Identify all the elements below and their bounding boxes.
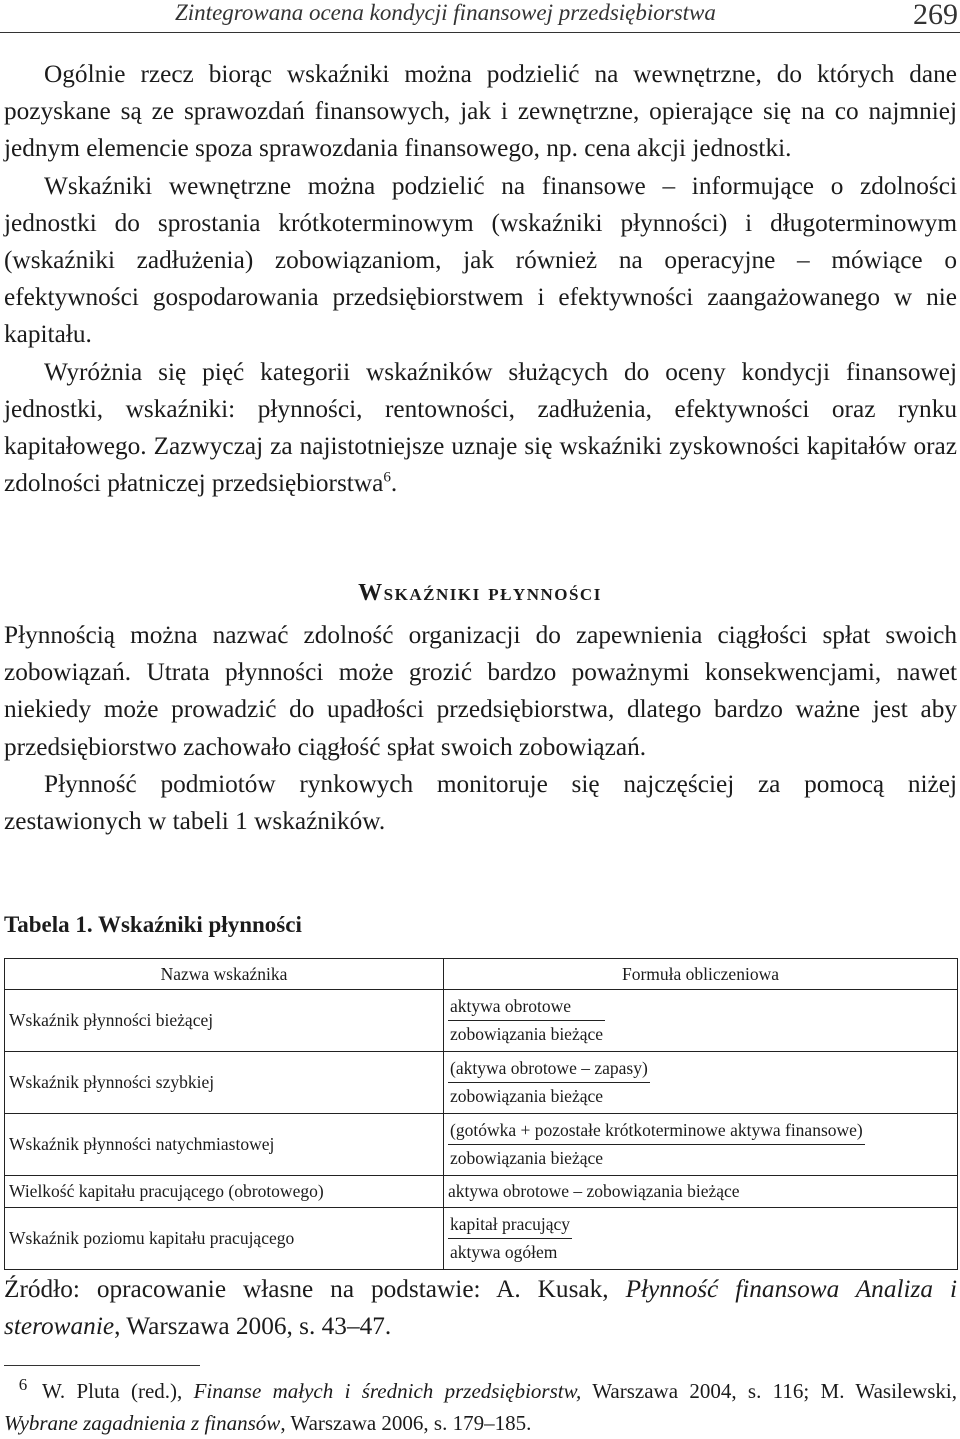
source-title: Płynność finansowa Analiza i sterowanie [4, 1275, 957, 1340]
indicator-formula [444, 1114, 958, 1176]
source-text: Źródło: opracowanie własne na podstawie: A. Kusak, [4, 1275, 626, 1303]
footnote-text: W. Pluta (red.), [42, 1379, 194, 1403]
indicator-formula [444, 1052, 958, 1114]
footnote-number: 6 [18, 1375, 28, 1394]
page-number: 269 [913, 0, 958, 31]
footnote-title: Wybrane zagadnienia z finansów [4, 1411, 281, 1435]
table-row [5, 990, 958, 1052]
formula-denominator: zobowiązania bieżące [450, 1086, 604, 1106]
running-title: Zintegrowana ocena kondycji finansowej przedsiębiorstwa [175, 0, 716, 25]
indicator-name: Wskaźnik poziomu kapitału pracującego [5, 1208, 444, 1270]
paragraph-text: Wyróżnia się pięć kategorii wskaźników służących do oceny kondycji finansowej jednostki, wskaźniki: płynności, rentowności, zadłużenia, efektywności oraz rynku kapitałowego. Zazwyczaj za najistotniejsze uznaje się wskaźniki zyskowności kapitałów oraz zdolności płatniczej przedsiębiorstwa [4, 357, 957, 498]
section-text [4, 617, 957, 840]
table-row [5, 1208, 958, 1270]
indicator-formula: aktywa obrotowe – zobowiązania bieżące [444, 1176, 958, 1208]
footnote-text: Warszawa 2004, s. 116; M. Wasilewski, [581, 1379, 957, 1403]
table-source [4, 1271, 957, 1345]
section-heading: Wskaźniki płynności [358, 580, 602, 606]
table-header-row [5, 959, 958, 990]
indicator-name: Wielkość kapitału pracującego (obrotowego) [5, 1176, 444, 1208]
table-caption: Tabela 1. Wskaźniki płynności [4, 912, 302, 937]
formula-denominator: zobowiązania bieżące [450, 1148, 604, 1168]
formula-fraction [448, 1214, 572, 1263]
paragraph: Wskaźniki wewnętrzne można podzielić na finansowe – informujące o zdolności jednostki do sprostania krótkoterminowym (wskaźniki płynności) i długoterminowym (wskaźniki zadłużenia) zobowiązaniom, jak również na operacyjne – mówiące o efektywności gospodarowania przedsiębiorstwem i efektywności zaangażowanego w nie kapitału. [4, 171, 957, 349]
indicator-name: Wskaźnik płynności szybkiej [5, 1052, 444, 1114]
indicator-formula [444, 990, 958, 1052]
table-row [5, 1176, 958, 1208]
indicator-formula [444, 1208, 958, 1270]
formula-numerator: aktywa obrotowe [448, 996, 605, 1021]
paragraph [4, 354, 957, 503]
footnote [4, 1376, 957, 1438]
paragraph-end: . [390, 469, 398, 498]
intro-text [4, 56, 957, 502]
formula-numerator: kapitał pracujący [448, 1214, 572, 1239]
formula-numerator: (aktywa obrotowe – zapasy) [448, 1058, 650, 1083]
footnote-reference[interactable]: 6 [383, 468, 391, 486]
indicator-name: Wskaźnik płynności natychmiastowej [5, 1114, 444, 1176]
paragraph: Płynność podmiotów rynkowych monitoruje się najczęściej za pomocą niżej zestawionych w tabeli 1 wskaźników. [4, 769, 957, 836]
running-header [0, 0, 960, 33]
formula-fraction [448, 1058, 650, 1107]
formula-numerator: (gotówka + pozostałe krótkoterminowe aktywa finansowe) [448, 1120, 865, 1145]
source-text: , Warszawa 2006, s. 43–47. [114, 1312, 392, 1340]
formula-fraction [448, 1120, 865, 1169]
paragraph: Płynnością można nazwać zdolność organizacji do zapewnienia ciągłości spłat swoich zobowiązań. Utrata płynności może grozić bardzo poważnymi konsekwencjami, nawet niekiedy może prowadzić do upadłości przedsiębiorstwa, dlatego bardzo ważne jest aby przedsiębiorstwo zachowało ciągłość spłat swoich zobowiązań. [4, 621, 957, 761]
footnote-title: Finanse małych i średnich przedsiębiorstw, [193, 1379, 582, 1403]
table-row [5, 1052, 958, 1114]
table-row [5, 1114, 958, 1176]
indicator-name: Wskaźnik płynności bieżącej [5, 990, 444, 1052]
column-header: Formuła obliczeniowa [444, 959, 958, 990]
liquidity-table [4, 958, 958, 1270]
footnote-separator [4, 1365, 200, 1366]
formula-fraction [448, 996, 605, 1045]
formula-denominator: zobowiązania bieżące [450, 1024, 604, 1044]
formula-denominator: aktywa ogółem [450, 1242, 558, 1262]
footnote-text: , Warszawa 2006, s. 179–185. [280, 1411, 532, 1435]
column-header: Nazwa wskaźnika [5, 959, 444, 990]
paragraph: Ogólnie rzecz biorąc wskaźniki można podzielić na wewnętrzne, do których dane pozyskane są ze sprawozdań finansowych, jak i zewnętrzne, opierające się na co najmniej jednym elemencie spoza sprawozdania finansowego, np. cena akcji jednostki. [4, 60, 957, 163]
